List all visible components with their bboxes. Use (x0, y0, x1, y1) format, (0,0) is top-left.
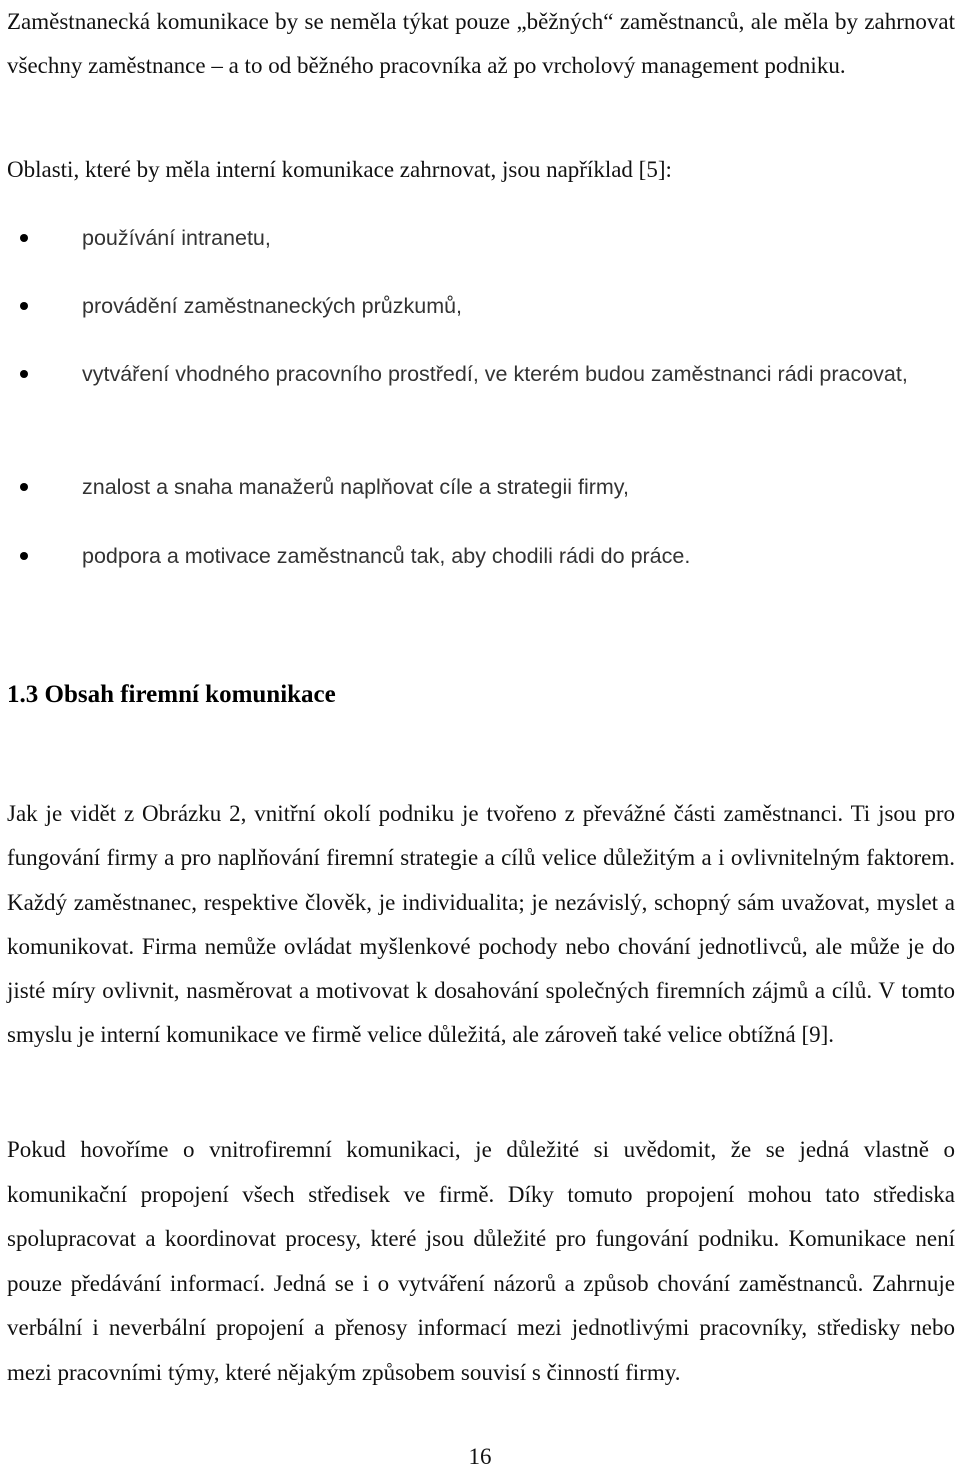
intro-paragraph: Zaměstnanecká komunikace by se neměla týkat pouze „běžných“ zaměstnanců, ale měla by zahrnovat všechny zaměstnance – a to od běžného pracovníka až po vrcholový management podniku. (7, 9, 955, 78)
section-heading: 1.3 Obsah firemní komunikace (7, 681, 336, 708)
list-item-text: podpora a motivace zaměstnanců tak, aby chodili rádi do práce. (82, 544, 691, 568)
list-item (82, 534, 955, 578)
list-item-text: provádění zaměstnaneckých průzkumů, (82, 294, 463, 318)
list-item (82, 465, 955, 509)
list-item-text: vytváření vhodného pracovního prostředí, ve kterém budou zaměstnanci rádi pracovat, (82, 362, 908, 386)
page-number: 16 (468, 1444, 492, 1469)
bullet-dot-icon (20, 234, 28, 242)
list-item (82, 284, 955, 328)
section-paragraph-2: Pokud hovoříme o vnitrofiremní komunikaci, je důležité si uvědomit, že se jedná vlastně o komunikační propojení všech středisek ve firmě. Díky tomuto propojení mohou tato střediska spolupracovat a koordinovat procesy, které jsou důležité pro fungování podniku. Komunikace není pouze předávání informací. Jedná se i o vytváření názorů a způsob chování zaměstnanců. Zahrnuje verbální i neverbální propojení a přenosy informací mezi jednotlivými pracovníky, středisky nebo mezi pracovními týmy, které nějakým způsobem souvisí s činností firmy. (7, 1137, 955, 1385)
list-item (82, 216, 955, 260)
bullet-dot-icon (20, 370, 28, 378)
bullet-dot-icon (20, 552, 28, 560)
section-paragraph-1: Jak je vidět z Obrázku 2, vnitřní okolí podniku je tvořeno z převážné části zaměstnanci. Ti jsou pro fungování firmy a pro naplňování firemní strategie a cílů velice důležitým a i ovlivnitelným faktorem. Každý zaměstnanec, respektive člověk, je individualita; je nezávislý, schopný sám uvažovat, myslet a komunikovat. Firma nemůže ovládat myšlenkové pochody nebo chování jednotlivců, ale může je do jisté míry ovlivnit, nasměrovat a motivovat k dosahování společných firemních zájmů a cílů. V tomto smyslu je interní komunikace ve firmě velice důležitá, ale zároveň také velice obtížná [9]. (7, 801, 955, 1048)
bullet-dot-icon (20, 302, 28, 310)
list-item-text: znalost a snaha manažerů naplňovat cíle a strategii firmy, (82, 475, 629, 499)
bullet-dot-icon (20, 483, 28, 491)
list-item-text: používání intranetu, (82, 226, 271, 250)
areas-intro-paragraph: Oblasti, které by měla interní komunikace zahrnovat, jsou například [5]: (7, 157, 672, 182)
list-item (82, 352, 955, 396)
